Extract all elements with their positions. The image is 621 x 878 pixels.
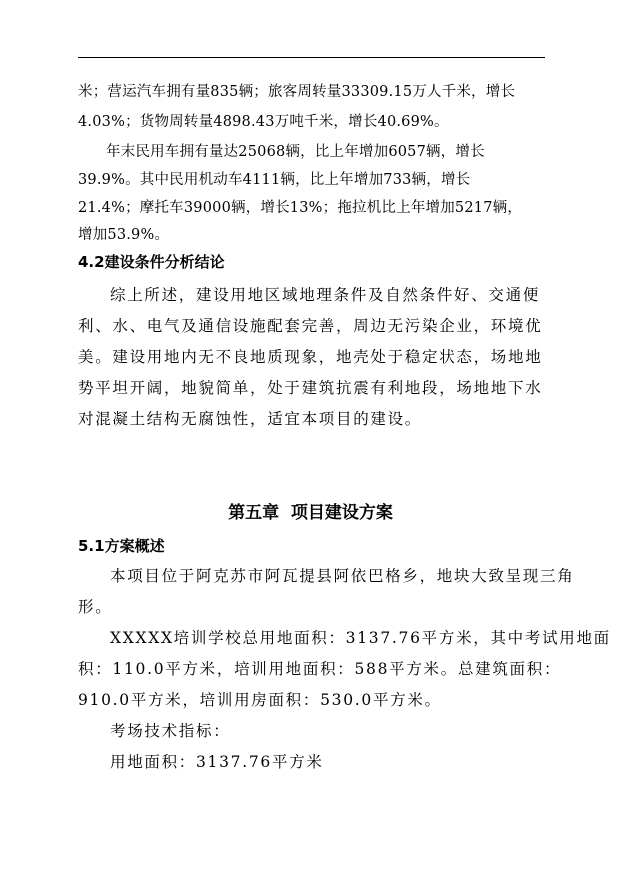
paragraph-line: 综上所述，建设用地区域地理条件及自然条件好、交通便 [110,286,541,304]
paragraph-line: 用地面积：3137.76平方米 [110,753,324,771]
paragraph-line: 积：110.0平方米，培训用地面积：588平方米。总建筑面积： [78,660,562,678]
paragraph-line: 年末民用车拥有量达25068辆，比上年增加6057辆，增长 [106,144,485,160]
paragraph-line: 910.0平方米，培训用房面积：530.0平方米。 [78,691,442,709]
paragraph-line: XXXXX培训学校总用地面积：3137.76平方米，其中考试用地面 [110,629,611,647]
paragraph-line: 4.03%；货物周转量4898.43万吨千米，增长40.69%。 [78,114,449,130]
header-rule [78,57,545,58]
paragraph-line: 增加53.9%。 [78,227,170,243]
section-heading-4-2: 4.2建设条件分析结论 [78,253,225,271]
paragraph-line: 利、水、电气及通信设施配套完善，周边无污染企业，环境优 [78,317,543,335]
paragraph-line: 39.9%。其中民用机动车4111辆，比上年增加733辆，增长 [78,172,471,188]
paragraph-line: 形。 [78,598,113,616]
section-heading-5-1: 5.1方案概述 [78,537,165,555]
paragraph-line: 考场技术指标： [110,722,231,740]
paragraph-line: 势平坦开阔，地貌简单，处于建筑抗震有利地段，场地地下水 [78,379,543,397]
paragraph-line: 21.4%；摩托车39000辆，增长13%；拖拉机比上年增加5217辆， [78,200,523,216]
paragraph-line: 米；营运汽车拥有量835辆；旅客周转量33309.15万人千米，增长 [78,84,516,100]
paragraph-line: 本项目位于阿克苏市阿瓦提县阿依巴格乡，地块大致呈现三角 [110,567,575,585]
paragraph-line: 对混凝土结构无腐蚀性，适宜本项目的建设。 [78,410,423,428]
chapter-title: 第五章 项目建设方案 [228,503,393,523]
paragraph-line: 美。建设用地内无不良地质现象，地壳处于稳定状态，场地地 [78,348,543,366]
